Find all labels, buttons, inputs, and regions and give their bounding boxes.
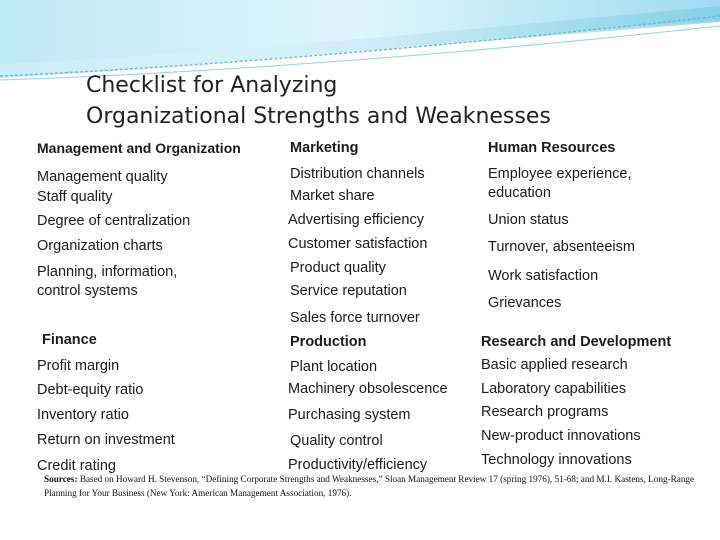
rnd-heading: Research and Development [481,334,672,350]
management-item: Degree of centralization [37,213,191,229]
management-item: Management quality [37,169,168,185]
marketing-item: Distribution channels [290,166,425,182]
title-line-2: Organizational Strengths and Weaknesses [86,104,551,129]
finance-item: Inventory ratio [37,407,129,423]
management-item: control systems [37,283,138,299]
title-line-1: Checklist for Analyzing [86,73,338,98]
marketing-item: Product quality [290,260,386,276]
production-item: Quality control [290,433,383,449]
production-item: Productivity/efficiency [288,457,428,473]
rnd-item: New-product innovations [481,428,641,444]
marketing-item: Sales force turnover [290,310,420,326]
hr-heading: Human Resources [488,140,616,156]
finance-heading: Finance [42,332,97,348]
page-title [86,70,551,132]
marketing-heading: Marketing [290,140,359,156]
finance-item: Return on investment [37,432,175,448]
marketing-item: Service reputation [290,283,407,299]
finance-item: Credit rating [37,458,116,474]
management-item: Staff quality [37,189,113,205]
hr-item: Union status [488,212,569,228]
rnd-item: Laboratory capabilities [481,381,627,397]
rnd-item: Technology innovations [481,452,632,468]
production-item: Machinery obsolescence [288,381,448,397]
hr-item: education [488,185,551,201]
sources-text: Based on Howard H. Stevenson, “Defining Corporate Strengths and Weaknesses,” Sloan Management Review 17 (spring 1976), 51-68; and M.I. Kastens, Long-Range Planning for Your Business (New York: American Management Association, 1976). [44,474,695,498]
finance-item: Debt-equity ratio [37,382,144,398]
hr-item: Employee experience, [488,166,632,182]
rnd-item: Research programs [481,404,609,420]
hr-item: Work satisfaction [488,268,599,284]
management-item: Planning, information, [37,264,178,280]
finance-item: Profit margin [37,358,120,374]
sources-footnote [44,472,714,500]
marketing-item: Advertising efficiency [288,212,424,228]
production-item: Plant location [290,359,378,375]
production-heading: Production [290,334,367,350]
marketing-item: Customer satisfaction [288,236,428,252]
marketing-item: Market share [290,188,375,204]
rnd-item: Basic applied research [481,357,628,373]
production-item: Purchasing system [288,407,411,423]
hr-item: Turnover, absenteeism [488,239,635,255]
hr-item: Grievances [488,295,562,311]
sources-label: Sources: [44,474,78,484]
management-heading: Management and Organization [37,140,241,156]
management-item: Organization charts [37,238,163,254]
